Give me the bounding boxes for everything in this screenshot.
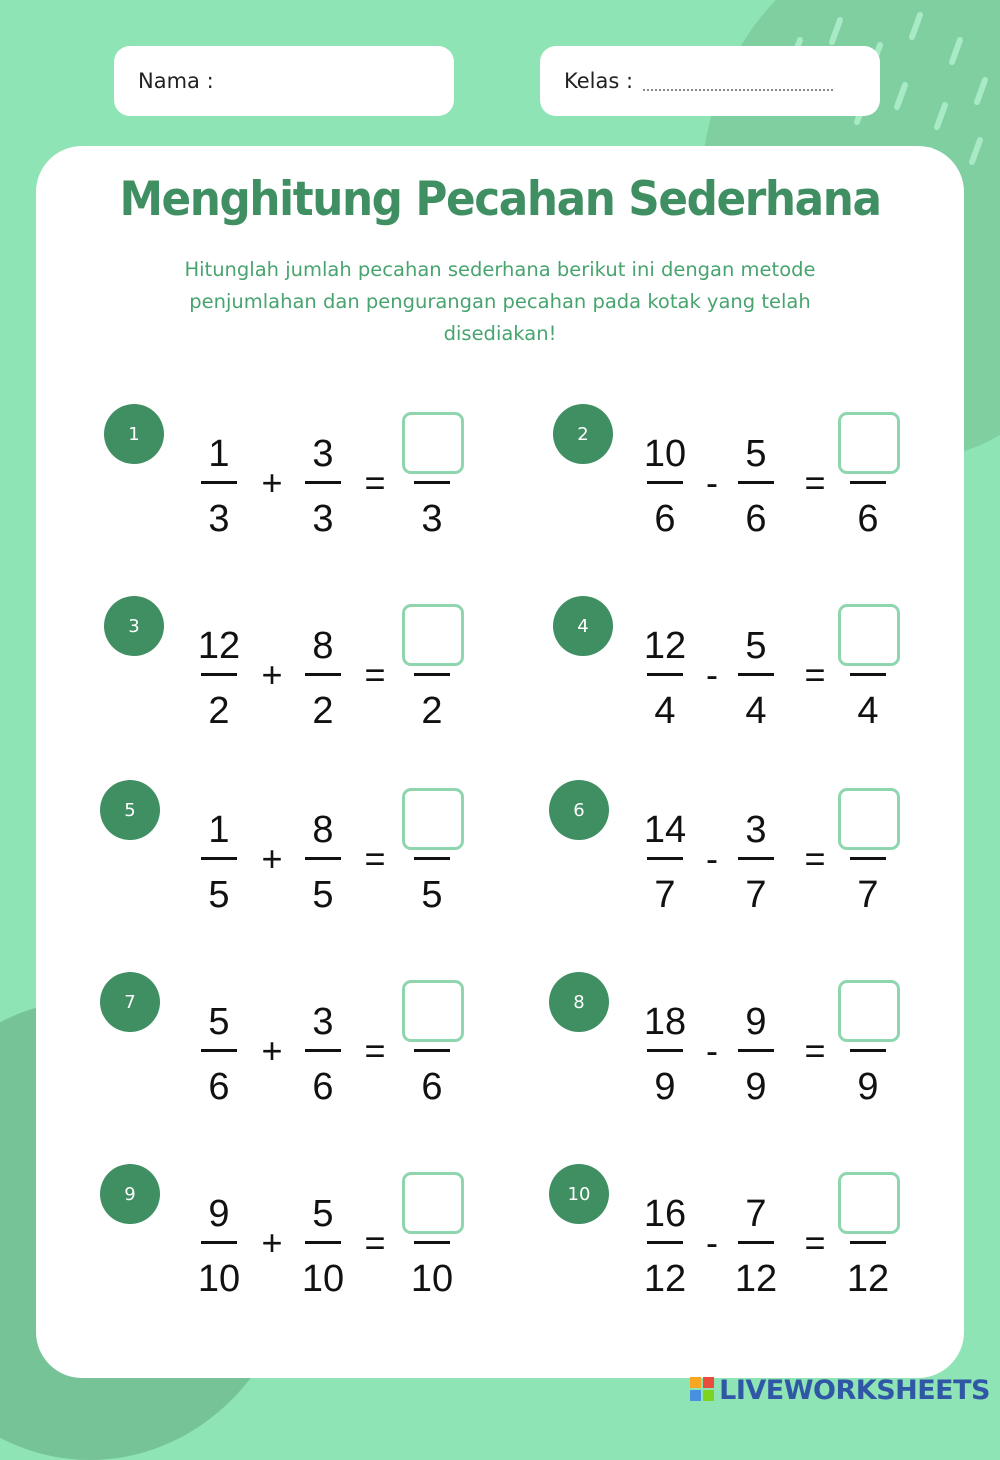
equals-sign: =: [804, 1030, 826, 1071]
worksheet-instruction: Hitunglah jumlah pecahan sederhana berikut ini dengan metode penjumlahan dan pengurangan pecahan pada kotak yang telah disediakan!: [184, 258, 816, 345]
problem-number-badge: 3: [104, 596, 164, 656]
fraction-bar: [850, 857, 886, 860]
fraction-denominator: 5: [312, 874, 334, 916]
fraction-denominator: 5: [208, 874, 230, 916]
fraction-numerator: 3: [745, 809, 767, 851]
fraction-bar: [305, 673, 341, 676]
operator-sign: -: [706, 1222, 718, 1263]
result-denominator: 10: [410, 1258, 454, 1300]
fraction-denominator: 7: [745, 874, 767, 916]
problem-number-badge: 10: [549, 1164, 609, 1224]
equals-sign: =: [364, 838, 386, 879]
result-denominator: 3: [421, 498, 443, 540]
fraction-bar: [305, 1049, 341, 1052]
fraction-denominator: 6: [312, 1066, 334, 1108]
footer-brand: [690, 1373, 990, 1407]
result-denominator: 6: [421, 1066, 443, 1108]
fraction-denominator: 12: [643, 1258, 687, 1300]
fraction-denominator: 9: [654, 1066, 676, 1108]
fraction-denominator: 3: [312, 498, 334, 540]
fraction-numerator: 9: [745, 1001, 767, 1043]
operator-sign: +: [261, 1222, 283, 1263]
problem-number-badge: 2: [553, 404, 613, 464]
result-denominator: 5: [421, 874, 443, 916]
fraction-numerator: 8: [312, 625, 334, 667]
problem-number-badge: 5: [100, 780, 160, 840]
fraction-bar: [414, 481, 450, 484]
operator-sign: -: [706, 654, 718, 695]
fraction-bar: [850, 1241, 886, 1244]
nama-field[interactable]: [114, 46, 454, 116]
fraction-denominator: 6: [208, 1066, 230, 1108]
result-denominator: 12: [846, 1258, 890, 1300]
answer-input-box[interactable]: [838, 788, 900, 850]
operator-sign: +: [261, 838, 283, 879]
problem-number-badge: 6: [549, 780, 609, 840]
fraction-denominator: 10: [197, 1258, 241, 1300]
fraction-numerator: 10: [643, 433, 687, 475]
fraction-denominator: 12: [734, 1258, 778, 1300]
fraction-numerator: 12: [643, 625, 687, 667]
footer-brand-text: LIVEWORKSHEETS: [719, 1374, 990, 1406]
fraction-numerator: 14: [643, 809, 687, 851]
fraction-bar: [647, 481, 683, 484]
fraction-numerator: 5: [745, 625, 767, 667]
operator-sign: -: [706, 838, 718, 879]
kelas-dotted-line: [643, 89, 833, 91]
fraction-bar: [414, 1049, 450, 1052]
fraction-bar: [647, 1241, 683, 1244]
fraction-bar: [738, 481, 774, 484]
equals-sign: =: [364, 654, 386, 695]
fraction-denominator: 4: [654, 690, 676, 732]
kelas-field[interactable]: [540, 46, 880, 116]
fraction-numerator: 3: [312, 433, 334, 475]
problem-number-badge: 1: [104, 404, 164, 464]
result-denominator: 7: [857, 874, 879, 916]
fraction-bar: [201, 857, 237, 860]
problem-number-badge: 8: [549, 972, 609, 1032]
fraction-denominator: 3: [208, 498, 230, 540]
equals-sign: =: [364, 462, 386, 503]
nama-label: Nama :: [138, 69, 214, 93]
answer-input-box[interactable]: [402, 412, 464, 474]
fraction-bar: [850, 481, 886, 484]
worksheet-title: Menghitung Pecahan Sederhana: [119, 172, 881, 227]
result-denominator: 4: [857, 690, 879, 732]
answer-input-box[interactable]: [402, 1172, 464, 1234]
fraction-bar: [414, 673, 450, 676]
fraction-bar: [850, 673, 886, 676]
fraction-bar: [201, 1049, 237, 1052]
fraction-numerator: 5: [208, 1001, 230, 1043]
fraction-numerator: 9: [208, 1193, 230, 1235]
fraction-bar: [647, 673, 683, 676]
fraction-bar: [305, 481, 341, 484]
equals-sign: =: [804, 654, 826, 695]
fraction-numerator: 5: [745, 433, 767, 475]
fraction-numerator: 5: [312, 1193, 334, 1235]
fraction-bar: [850, 1049, 886, 1052]
fraction-bar: [738, 1241, 774, 1244]
fraction-bar: [414, 857, 450, 860]
answer-input-box[interactable]: [838, 604, 900, 666]
fraction-bar: [647, 857, 683, 860]
fraction-bar: [738, 857, 774, 860]
answer-input-box[interactable]: [402, 604, 464, 666]
fraction-numerator: 3: [312, 1001, 334, 1043]
fraction-bar: [305, 1241, 341, 1244]
fraction-bar: [305, 857, 341, 860]
equals-sign: =: [804, 1222, 826, 1263]
fraction-denominator: 6: [654, 498, 676, 540]
fraction-bar: [201, 673, 237, 676]
fraction-denominator: 7: [654, 874, 676, 916]
fraction-denominator: 9: [745, 1066, 767, 1108]
operator-sign: +: [261, 462, 283, 503]
answer-input-box[interactable]: [838, 412, 900, 474]
fraction-bar: [647, 1049, 683, 1052]
answer-input-box[interactable]: [838, 980, 900, 1042]
fraction-bar: [738, 673, 774, 676]
result-denominator: 9: [857, 1066, 879, 1108]
fraction-bar: [201, 1241, 237, 1244]
answer-input-box[interactable]: [838, 1172, 900, 1234]
operator-sign: -: [706, 462, 718, 503]
fraction-numerator: 8: [312, 809, 334, 851]
result-denominator: 2: [421, 690, 443, 732]
kelas-label: Kelas :: [564, 69, 634, 93]
fraction-denominator: 2: [312, 690, 334, 732]
fraction-bar: [414, 1241, 450, 1244]
fraction-bar: [201, 481, 237, 484]
equals-sign: =: [364, 1030, 386, 1071]
fraction-denominator: 6: [745, 498, 767, 540]
fraction-numerator: 1: [208, 433, 230, 475]
fraction-numerator: 16: [643, 1193, 687, 1235]
fraction-denominator: 10: [301, 1258, 345, 1300]
answer-input-box[interactable]: [402, 980, 464, 1042]
liveworksheets-logo-icon: [690, 1377, 715, 1403]
fraction-numerator: 1: [208, 809, 230, 851]
equals-sign: =: [804, 838, 826, 879]
operator-sign: +: [261, 1030, 283, 1071]
problem-number-badge: 7: [100, 972, 160, 1032]
operator-sign: -: [706, 1030, 718, 1071]
result-denominator: 6: [857, 498, 879, 540]
equals-sign: =: [804, 462, 826, 503]
fraction-numerator: 18: [643, 1001, 687, 1043]
fraction-numerator: 12: [197, 625, 241, 667]
fraction-denominator: 4: [745, 690, 767, 732]
equals-sign: =: [364, 1222, 386, 1263]
problem-number-badge: 9: [100, 1164, 160, 1224]
operator-sign: +: [261, 654, 283, 695]
fraction-denominator: 2: [208, 690, 230, 732]
fraction-numerator: 7: [745, 1193, 767, 1235]
fraction-bar: [738, 1049, 774, 1052]
problem-number-badge: 4: [553, 596, 613, 656]
answer-input-box[interactable]: [402, 788, 464, 850]
